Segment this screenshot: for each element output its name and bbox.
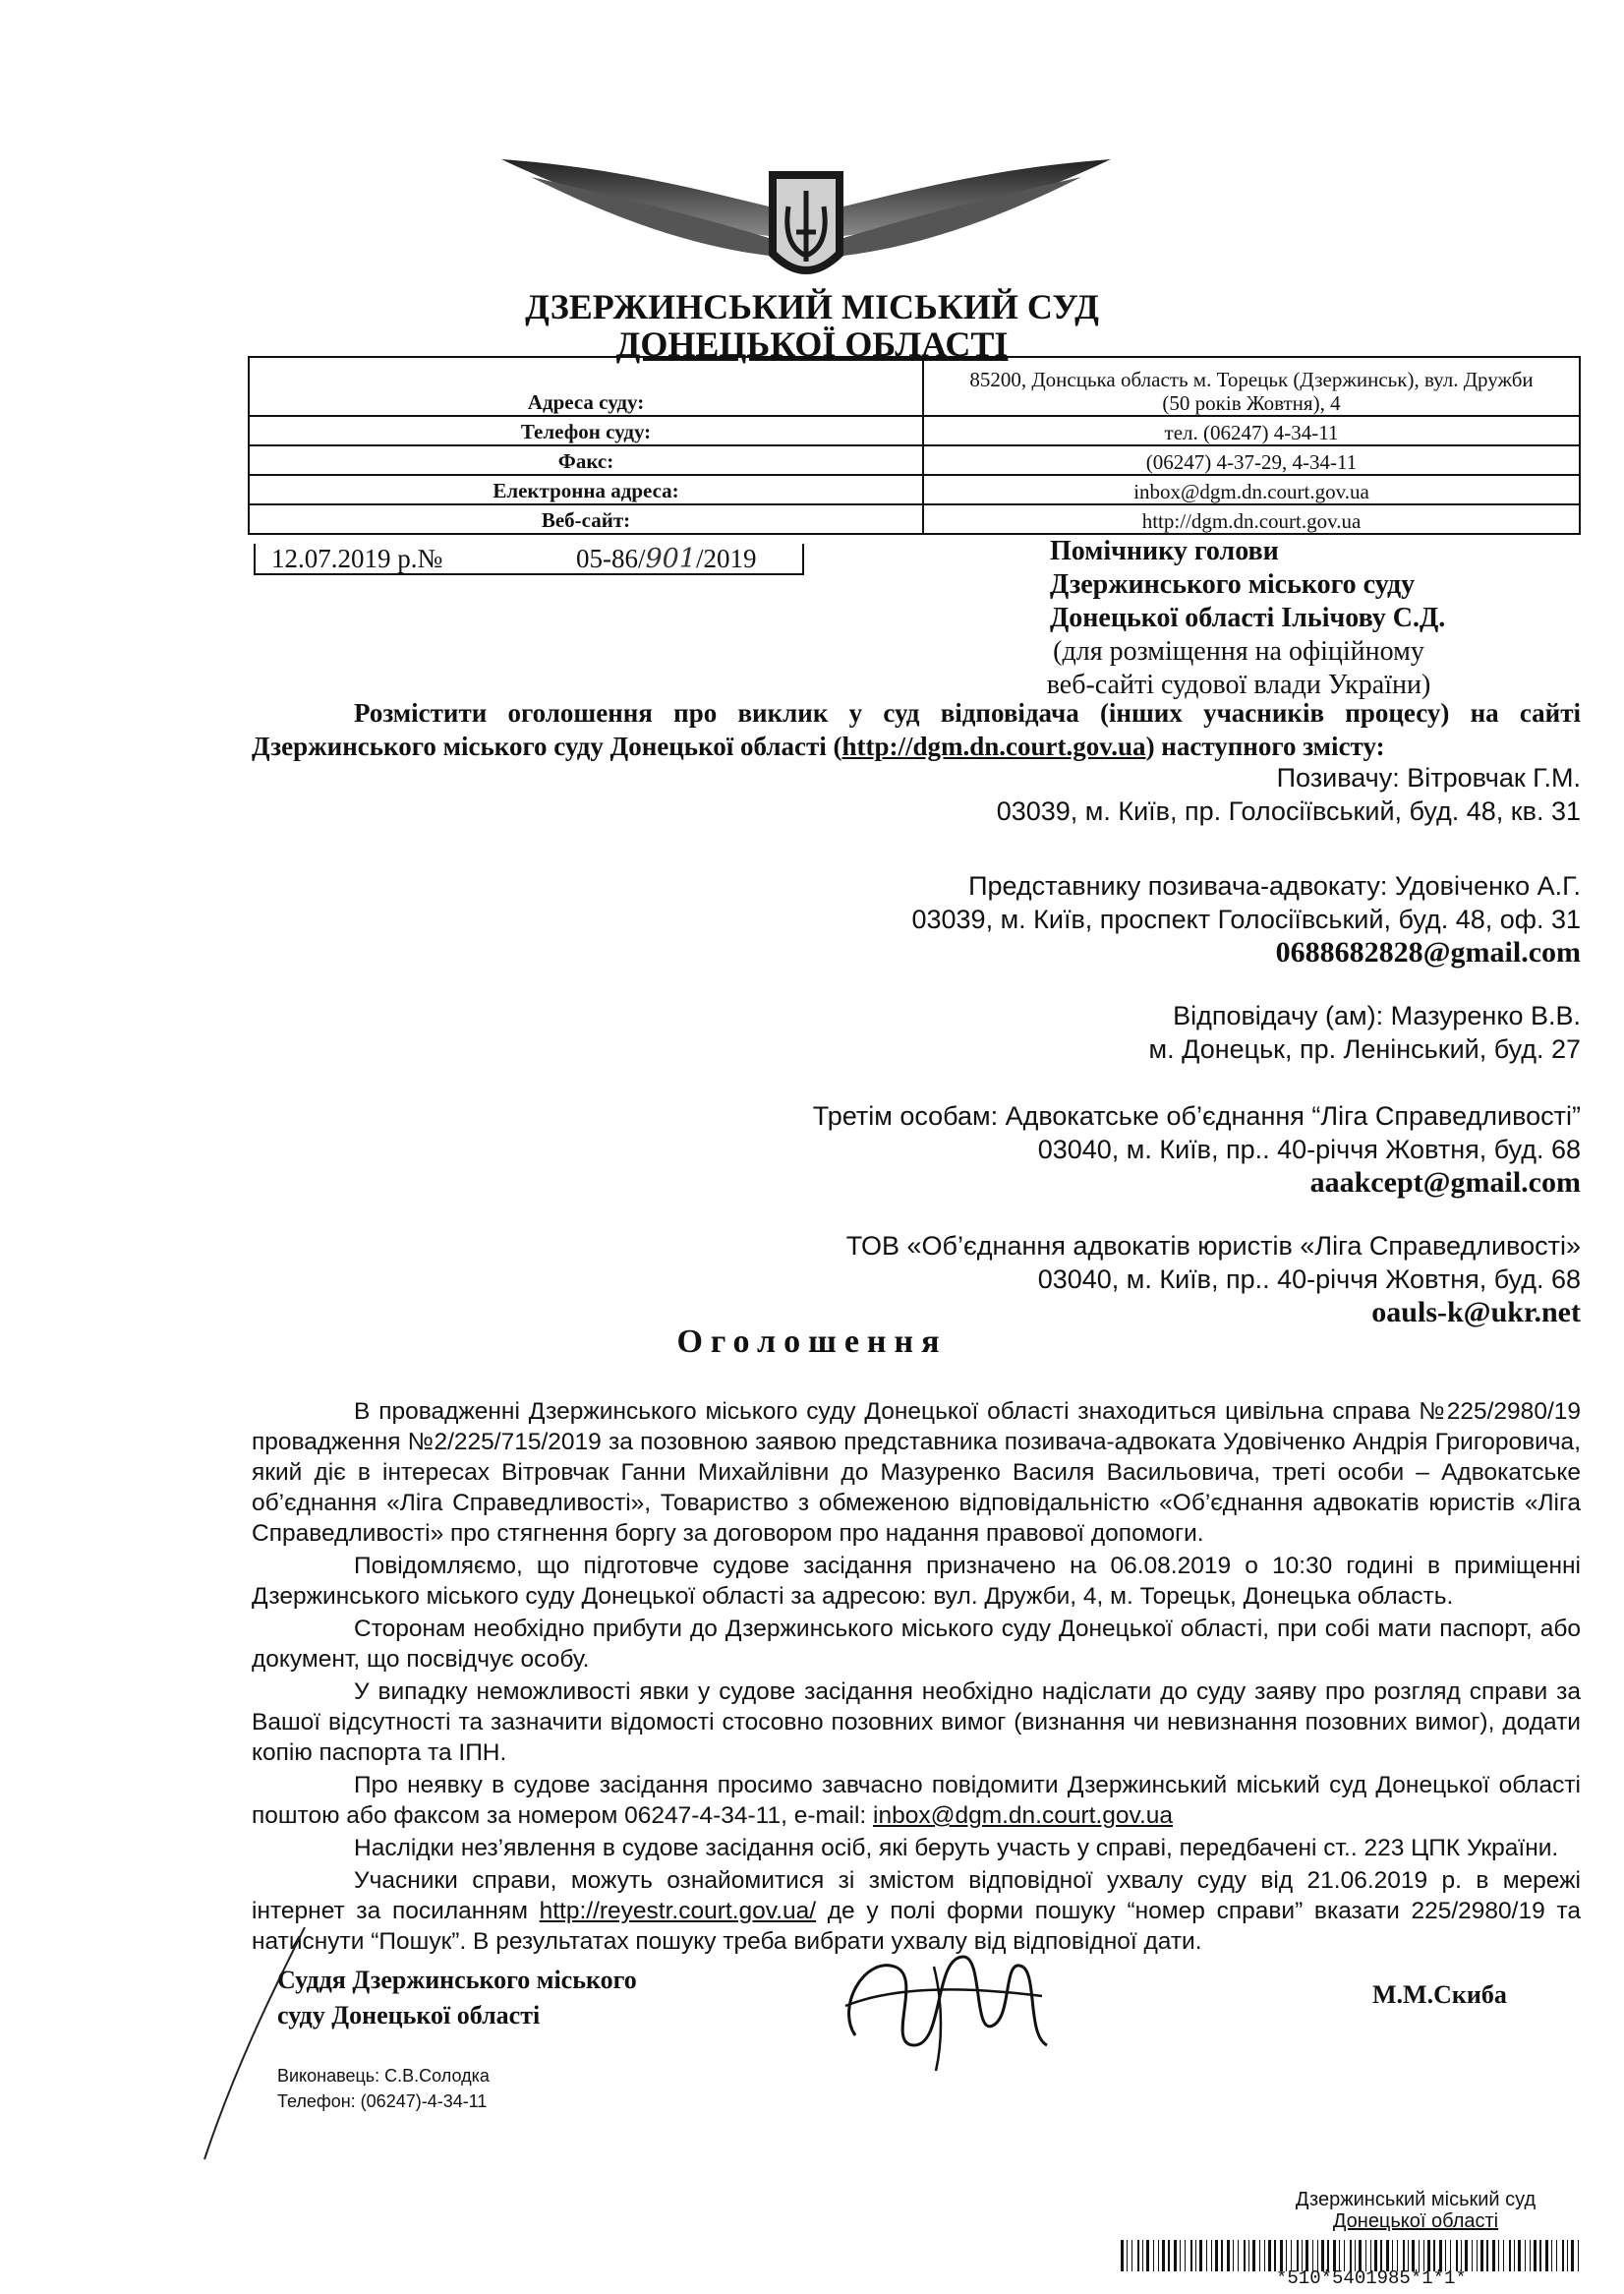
barcode-bar <box>1168 2240 1170 2271</box>
registration-number <box>254 544 804 575</box>
barcode-bar <box>1190 2240 1192 2271</box>
executor-name: Виконавець: С.В.Солодка <box>277 2066 490 2086</box>
notice-body <box>252 1396 1581 1959</box>
fax-value: (06247) 4-37-29, 4-34-11 <box>923 445 1580 475</box>
barcode-bar <box>1562 2240 1564 2271</box>
third-party-name: Третім особам: Адвокатське об’єднання “Ліга Справедливості” <box>812 1101 1581 1131</box>
barcode-bar <box>1525 2240 1526 2271</box>
representative-email: 0688682828@gmail.com <box>1275 936 1581 969</box>
barcode-bar <box>1578 2240 1579 2271</box>
barcode-bar <box>1199 2240 1202 2271</box>
barcode-bar <box>1131 2240 1132 2271</box>
registration-date: 12.07.2019 р.№ <box>271 544 443 573</box>
executor-phone: Телефон: (06247)-4-34-11 <box>277 2091 488 2111</box>
barcode-bar <box>1211 2240 1212 2271</box>
barcode-bar <box>1180 2240 1181 2271</box>
barcode-bar <box>1514 2240 1515 2271</box>
notice-paragraph-3: Сторонам необхідно прибути до Дзержинського міського суду Донецької області, при собі мати паспорт, або документ, що посвідчує особу. <box>252 1616 1581 1673</box>
notice-paragraph-4: У випадку неможливості явки у судове засідання необхідно надіслати до суду заяву про розгляд справи за Вашої відсутності та зазначити відомості стосовно позовних вимог (визнання чи невизнання позовних вимог), додати копію паспорта та ІПН. <box>252 1678 1581 1766</box>
barcode-bar <box>1480 2240 1483 2271</box>
barcode-bar <box>1142 2240 1143 2271</box>
fax-label: Факс: <box>249 445 923 475</box>
barcode-text: *510*5401985*1*1* <box>1276 2267 1467 2289</box>
barcode-bar <box>1530 2240 1531 2271</box>
barcode-bar <box>1503 2240 1504 2271</box>
barcode-bar <box>1492 2240 1495 2271</box>
representative-address: 03039, м. Київ, проспект Голосіївський, буд. 48, оф. 31 <box>911 905 1581 934</box>
notice-paragraph-6: Наслідки нез’явлення в судове засідання осіб, які беруть участь у справі, передбачені ст.. 223 ЦПК України. <box>354 1835 1559 1861</box>
address-value-line1: 85200, Донсцька область м. Торецьк (Дзержинськ), вул. Дружби <box>969 368 1534 391</box>
addressee-line1: Помічнику голови <box>1050 536 1279 566</box>
barcode-bar <box>1185 2240 1186 2271</box>
barcode-bar <box>1498 2240 1499 2271</box>
representative-block <box>911 869 1581 970</box>
barcode-bar <box>1509 2240 1511 2271</box>
table-row <box>249 416 1580 445</box>
barcode-bar <box>1259 2240 1260 2271</box>
p7-text-post: де у полі форми пошуку “номер справи” вказати 225/2980/19 та натиснути “Пошук”. В результатах пошуку треба вибрати ухвалу від відповідної дати. <box>252 1898 1581 1955</box>
address-label: Адреса суду: <box>249 357 923 416</box>
stamp-line1: Дзержинський міський суд <box>1295 2189 1537 2210</box>
barcode-bar <box>1215 2240 1218 2271</box>
table-row <box>249 357 1580 416</box>
tov-block <box>846 1229 1581 1329</box>
barcode-bar <box>1551 2240 1552 2271</box>
defendant-block <box>1149 999 1581 1066</box>
barcode-bar <box>1153 2240 1154 2271</box>
barcode-bar <box>1534 2240 1537 2271</box>
barcode-bar <box>1137 2240 1139 2271</box>
barcode-bar <box>1238 2240 1239 2271</box>
third-party-block <box>813 1099 1581 1200</box>
p5-text: Про неявку в судове засідання просимо завчасно повідомити Дзержинський міський суд Донецької області поштою або факсом за номером 06247-4-34-11, e-mail: <box>252 1772 1581 1829</box>
notice-heading: Оголошення <box>676 1323 948 1360</box>
court-name-line1: ДЗЕРЖИНСЬКИЙ МІСЬКИЙ СУД <box>525 287 1099 326</box>
lead-paragraph <box>252 696 1581 763</box>
barcode-bar <box>1206 2240 1207 2271</box>
barcode-bar <box>1252 2240 1255 2271</box>
court-email-link[interactable]: inbox@dgm.dn.court.gov.ua <box>873 1802 1173 1829</box>
barcode-bar <box>1227 2240 1230 2271</box>
plaintiff-block <box>997 761 1581 828</box>
lead-line2-post: ) наступного змісту: <box>1145 732 1385 761</box>
barcode-bar <box>1233 2240 1234 2271</box>
email-label: Електронна адреса: <box>249 475 923 504</box>
table-row <box>249 475 1580 504</box>
addressee-line3: Донецької області Ільічову С.Д. <box>1050 603 1446 633</box>
third-party-address: 03040, м. Київ, пр.. 40-річчя Жовтня, буд. 68 <box>1037 1135 1581 1164</box>
barcode-bar <box>1195 2240 1196 2271</box>
tov-address: 03040, м. Київ, пр.. 40-річчя Жовтня, буд. 68 <box>1037 1265 1581 1294</box>
barcode-bar <box>1486 2240 1488 2271</box>
barcode-bar <box>1518 2240 1521 2271</box>
court-name-line2: ДОНЕЦЬКОЇ ОБЛАСТІ <box>615 324 1009 364</box>
reg-prefix: 05-86/ <box>576 544 646 573</box>
table-row <box>249 504 1580 534</box>
third-party-email: aaakcept@gmail.com <box>1309 1166 1581 1199</box>
court-info-table <box>248 356 1581 535</box>
reg-handwritten-number: 901 <box>645 544 697 574</box>
incoming-stamp <box>1248 2189 1583 2232</box>
barcode-bar <box>1268 2240 1271 2271</box>
plaintiff-name: Позивачу: Вітровчак Г.М. <box>1276 763 1581 793</box>
barcode-bar <box>1121 2240 1124 2271</box>
court-website-link[interactable]: http://dgm.dn.court.gov.ua <box>841 732 1146 761</box>
representative-name: Представнику позивача-адвокату: Удовіченко А.Г. <box>968 871 1581 901</box>
barcode-bar <box>1127 2240 1128 2271</box>
addressee-note-line1: (для розміщення на офіційному <box>1053 636 1424 667</box>
executor-block <box>277 2063 490 2114</box>
barcode-bar <box>1539 2240 1541 2271</box>
barcode-bar <box>1545 2240 1548 2271</box>
stamp-line2: Донецької області <box>1332 2210 1499 2232</box>
address-value <box>923 357 1580 416</box>
lead-line2-pre: Дзержинського міського суду Донецької області ( <box>252 732 842 761</box>
notice-paragraph-2: Повідомляємо, що підготовче судове засідання призначено на 06.08.2019 о 10:30 годині в приміщенні Дзержинського міського суду Донецької області за адресою: вул. Дружби, 4, м. Торецьк, Донецька область. <box>252 1553 1581 1610</box>
notice-paragraph-1: В провадженні Дзержинського міського суду Донецької області знаходиться цивільна справа №225/2980/19 провадження №2/225/715/2019 за позовною заявою представника позивача-адвоката Удовіченко Андрія Григоровича, який діє в інтересах Вітровчак Ганни Михайлівни до Мазуренко Василя Васильовича, треті особи – Адвокатське об’єднання «Ліга Справедливості», Товариство з обмеженою відповідальністю «Об’єднання адвокатів юристів «Ліга Справедливості» про стягнення боргу за договором про надання правової допомоги. <box>252 1398 1581 1547</box>
addressee-block <box>1050 535 1445 635</box>
signature-title-line1: Суддя Дзержинського міського <box>277 1966 637 1994</box>
email-value: inbox@dgm.dn.court.gov.ua <box>923 475 1580 504</box>
signature-title-line2: суду Донецької області <box>277 2001 541 2029</box>
website-label: Веб-сайт: <box>249 504 923 534</box>
registration-code <box>576 544 757 574</box>
barcode-bar <box>1472 2240 1473 2271</box>
defendant-address: м. Донецьк, пр. Ленінський, буд. 27 <box>1148 1034 1581 1064</box>
handwritten-signature <box>826 1927 1062 2075</box>
barcode-bar <box>1248 2240 1249 2271</box>
reg-suffix: /2019 <box>696 544 757 573</box>
barcode-bar <box>1571 2240 1574 2271</box>
address-value-line2: (50 років Жовтня), 4 <box>1162 391 1341 415</box>
barcode-bar <box>1556 2240 1557 2271</box>
table-row <box>249 445 1580 475</box>
addressee-note-line2: веб-сайті судової влади України) <box>1046 670 1431 700</box>
barcode-bar <box>1477 2240 1478 2271</box>
addressee-line2: Дзержинського міського суду <box>1050 569 1416 600</box>
lead-line1: Розмістити оголошення про виклик у суд відповідача (інших учасників процесу) на сайті <box>354 698 1581 728</box>
barcode-bar <box>1244 2240 1246 2271</box>
notice-paragraph-5 <box>252 1770 1581 1831</box>
defendant-name: Відповідачу (ам): Мазуренко В.В. <box>1173 1001 1581 1030</box>
website-value: http://dgm.dn.court.gov.ua <box>923 504 1580 534</box>
coat-of-arms-emblem <box>492 147 1121 295</box>
plaintiff-address: 03039, м. Київ, пр. Голосіївський, буд. 48, кв. 31 <box>996 796 1581 826</box>
signature-title <box>277 1963 637 2033</box>
barcode-bar <box>1162 2240 1165 2271</box>
barcode-bar <box>1221 2240 1223 2271</box>
addressee-note <box>1032 635 1445 702</box>
tov-name: ТОВ «Об’єднання адвокатів юристів «Ліга Справедливості» <box>845 1231 1581 1261</box>
judge-name: М.М.Скиба <box>1372 1980 1507 2009</box>
barcode-bar <box>1567 2240 1568 2271</box>
barcode-bar <box>1158 2240 1159 2271</box>
p7-text-pre: Учасники справи, можуть ознайомитися зі змістом відповідної ухвалу суду від 21.06.2019 р. в мережі інтернет за посиланням <box>252 1867 1581 1924</box>
barcode-bar <box>1264 2240 1265 2271</box>
barcode-bar <box>1174 2240 1177 2271</box>
tov-email: oauls-k@ukr.net <box>1371 1296 1581 1328</box>
phone-value: тел. (06247) 4-34-11 <box>923 416 1580 445</box>
phone-label: Телефон суду: <box>249 416 923 445</box>
registry-link[interactable]: http://reyestr.court.gov.ua/ <box>539 1898 817 1924</box>
barcode-bar <box>1146 2240 1149 2271</box>
